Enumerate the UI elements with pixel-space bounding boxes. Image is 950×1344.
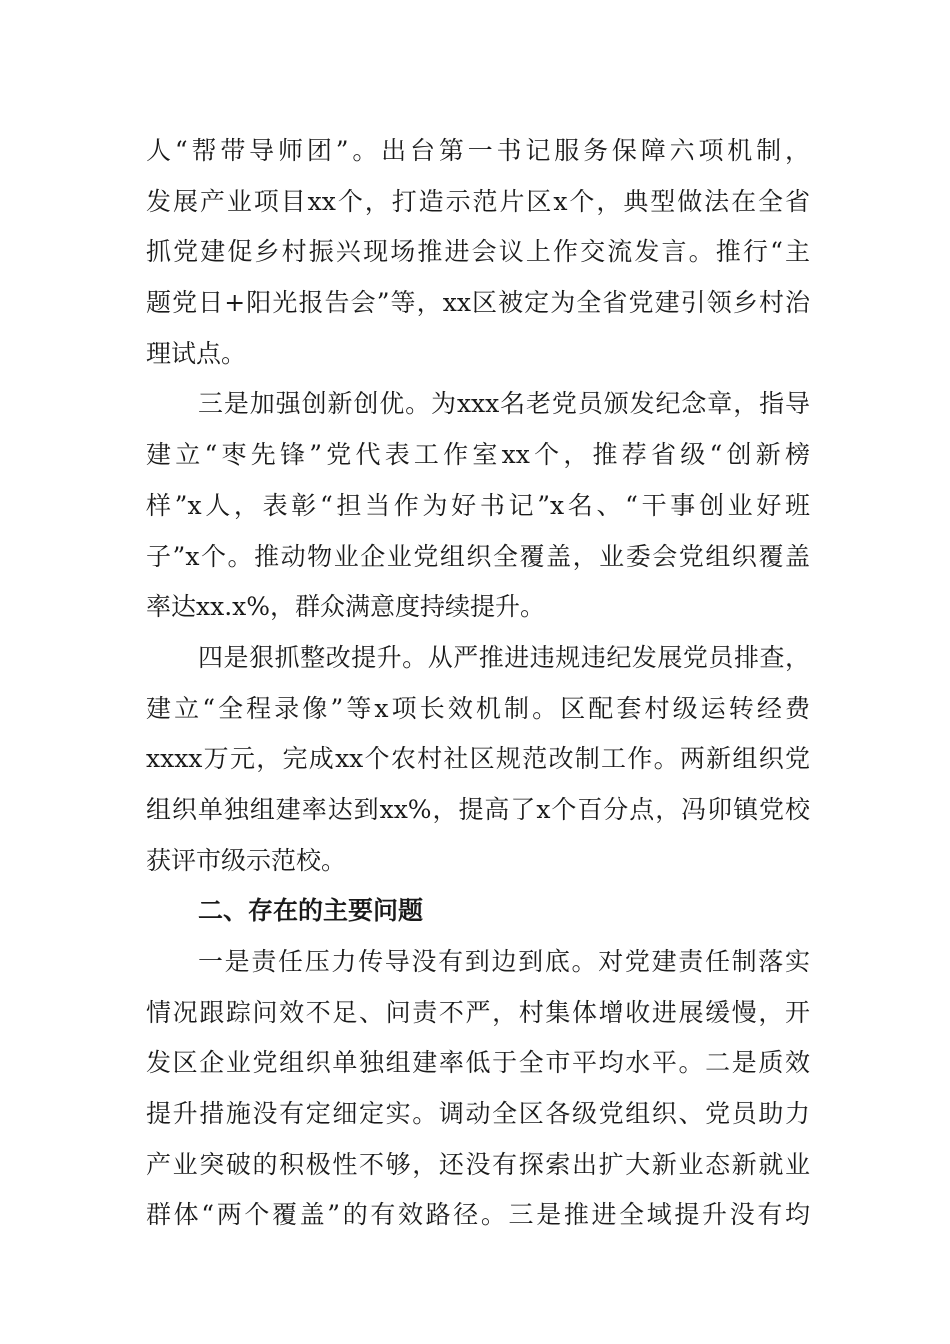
paragraph-start-line: 三是加强创新创优。为xxx名老党员颁发纪念章，指导 (198, 389, 810, 419)
text-line: 建立“全程录像”等x项长效机制。区配套村级运转经费 (146, 693, 810, 723)
document-body (146, 126, 810, 1241)
paragraph-start-line: 一是责任压力传导没有到边到底。对党建责任制落实 (198, 947, 810, 976)
section-heading: 二、存在的主要问题 (198, 896, 424, 926)
text-line: 建立“枣先锋”党代表工作室xx个，推荐省级“创新榜 (146, 440, 810, 470)
text-line: 题党日+阳光报告会”等，xx区被定为全省党建引领乡村治 (146, 288, 810, 318)
text-line: 产业突破的积极性不够，还没有探索出扩大新业态新就业 (146, 1149, 810, 1179)
text-line: xxxx万元，完成xx个农村社区规范改制工作。两新组织党 (146, 744, 810, 774)
text-line: 情况跟踪问效不足、问责不严，村集体增收进展缓慢，开 (146, 997, 810, 1027)
text-line: 理试点。 (146, 338, 247, 368)
text-line: 率达xx.x%，群众满意度持续提升。 (146, 592, 546, 622)
text-line: 抓党建促乡村振兴现场推进会议上作交流发言。推行“主 (146, 237, 810, 267)
text-line: 发区企业党组织单独组建率低于全市平均水平。二是质效 (146, 1048, 810, 1078)
text-line: 人“帮带导师团”。出台第一书记服务保障六项机制， (146, 136, 810, 165)
text-line: 群体“两个覆盖”的有效路径。三是推进全域提升没有均 (146, 1200, 810, 1230)
text-line: 样”x人，表彰“担当作为好书记”x名、“干事创业好班 (146, 490, 810, 520)
text-line: 组织单独组建率达到xx%，提高了x个百分点，冯卯镇党校 (146, 794, 810, 824)
paragraph-start-line: 四是狠抓整改提升。从严推进违规违纪发展党员排查， (198, 642, 810, 672)
text-line: 发展产业项目xx个，打造示范片区x个，典型做法在全省 (146, 186, 810, 216)
text-line: 子”x个。推动物业企业党组织全覆盖，业委会党组织覆盖 (146, 541, 810, 571)
text-line: 获评市级示范校。 (146, 845, 347, 875)
text-line: 提升措施没有定细定实。调动全区各级党组织、党员助力 (146, 1099, 810, 1129)
